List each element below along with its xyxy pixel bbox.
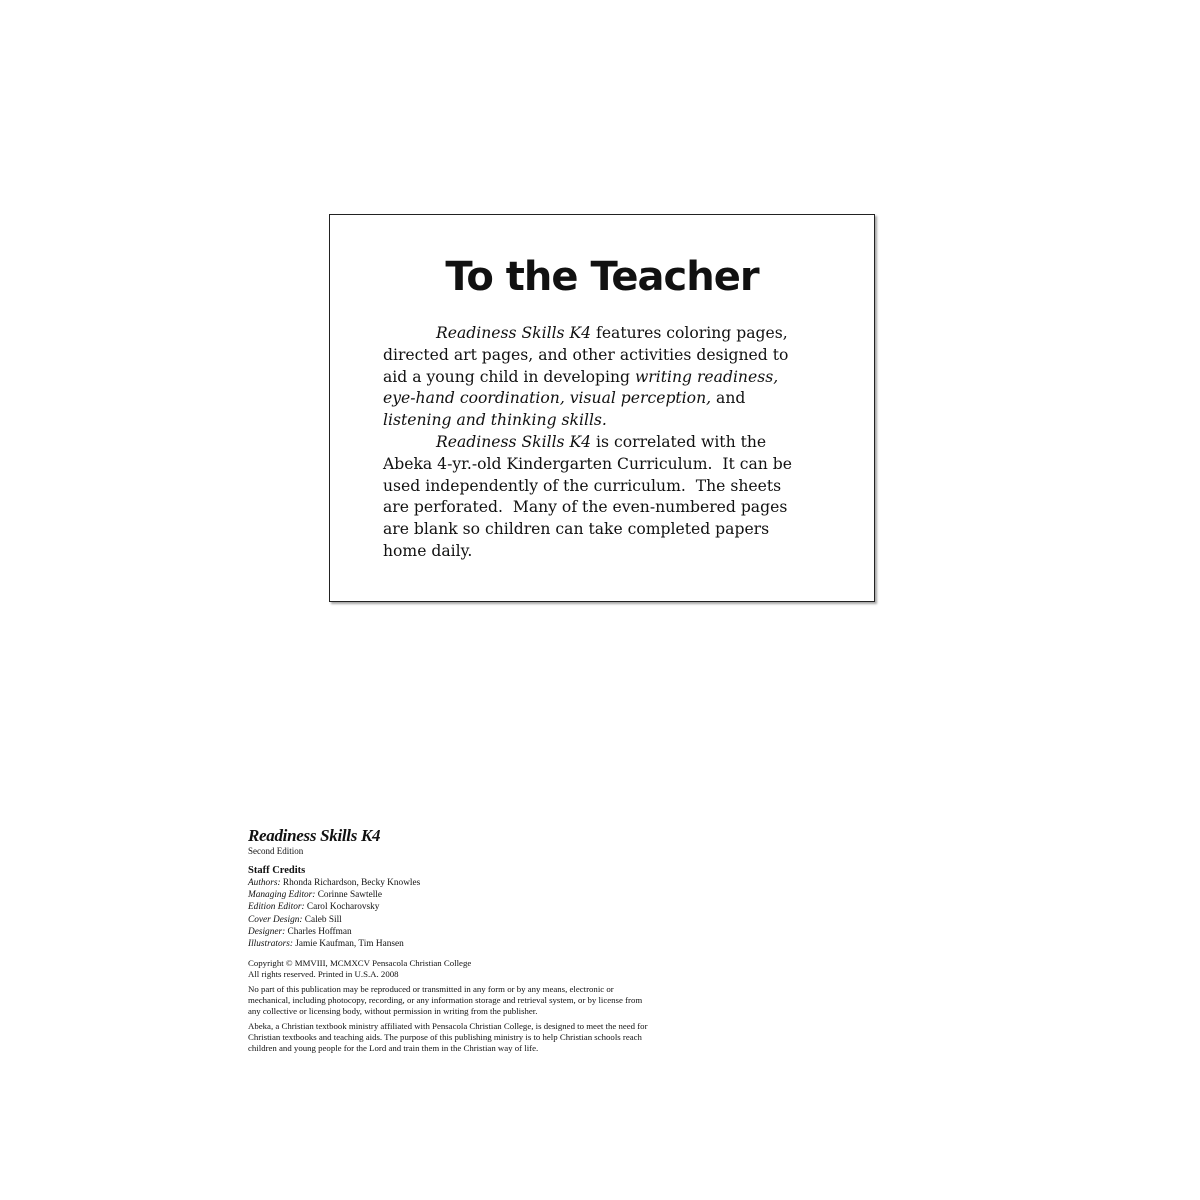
- text-line: [383, 476, 792, 498]
- credit-names: Caleb Sill: [302, 914, 342, 925]
- text-segment: used independently of the curriculum. The sheets: [383, 476, 782, 495]
- text-segment: is correlated with the: [591, 432, 767, 451]
- text-line: [383, 388, 792, 410]
- credit-line: [248, 926, 648, 938]
- credit-line: [248, 889, 648, 901]
- copyright-block: [248, 958, 648, 980]
- text-line: [383, 454, 792, 476]
- text-line: [383, 519, 792, 541]
- box-title: To the Teacher: [445, 254, 759, 300]
- credits-heading: Staff Credits: [248, 865, 306, 876]
- credit-names: Carol Kocharovsky: [304, 902, 380, 913]
- credit-role: Cover Design:: [248, 914, 303, 925]
- credit-line: [248, 877, 648, 889]
- text-segment: aid a young child in developing: [383, 367, 635, 386]
- italic-segment: eye-hand coordination, visual perception,: [383, 389, 712, 408]
- text-line: [383, 541, 792, 563]
- reproduction-notice: No part of this publication may be reproduced or transmitted in any form or by any means, electronic or mechanical, including photocopy, recording, or any information storage and retrieval system, or by license from any collective or licensing body, without permission in writing from the publisher.: [248, 984, 643, 1017]
- credit-role: Edition Editor:: [248, 902, 305, 913]
- book-title-italic: Readiness Skills K4: [436, 432, 592, 451]
- credit-line: [248, 914, 648, 926]
- text-segment: are perforated. Many of the even-numbered pages: [383, 498, 788, 517]
- credit-role: Managing Editor:: [248, 890, 316, 901]
- copyright-line: Copyright © MMVIII, MCMXCV Pensacola Christian College: [248, 958, 472, 969]
- credit-names: Jamie Kaufman, Tim Hansen: [292, 939, 404, 950]
- text-line: [383, 432, 792, 454]
- text-segment: home daily.: [383, 541, 473, 560]
- staff-credits: [248, 826, 648, 950]
- text-line: [383, 323, 792, 345]
- italic-segment: writing readiness,: [634, 367, 779, 386]
- intro-text: [383, 323, 792, 563]
- edition: Second Edition: [248, 846, 304, 856]
- text-line: [383, 497, 792, 519]
- credit-line: [248, 938, 648, 950]
- text-line: [383, 410, 792, 432]
- credit-role: Designer:: [248, 926, 286, 937]
- credit-line: [248, 901, 648, 913]
- text-segment: directed art pages, and other activities designed to: [383, 345, 789, 364]
- book-title: Readiness Skills K4: [248, 826, 381, 845]
- credit-role: Authors:: [248, 878, 281, 888]
- colophon: [248, 826, 648, 1058]
- italic-segment: listening and thinking skills.: [383, 411, 607, 430]
- credit-role: Illustrators:: [248, 939, 293, 950]
- legal-notice: [248, 958, 648, 1054]
- credit-names: Charles Hoffman: [285, 926, 352, 937]
- to-the-teacher-box: [329, 214, 875, 602]
- text-segment: are blank so children can take completed papers: [383, 520, 770, 539]
- text-segment: features coloring pages,: [591, 324, 788, 342]
- text-segment: Abeka 4-yr.-old Kindergarten Curriculum. It can be: [383, 454, 792, 473]
- text-line: [383, 345, 792, 367]
- rights-line: All rights reserved. Printed in U.S.A. 2008: [248, 969, 399, 980]
- credit-names: Corinne Sawtelle: [315, 890, 383, 901]
- text-segment: and: [711, 389, 746, 408]
- book-title-italic: Readiness Skills K4: [436, 324, 592, 342]
- publisher-about: Abeka, a Christian textbook ministry affiliated with Pensacola Christian College, is designed to meet the need for Christian textbooks and teaching aids. The purpose of this publishing ministry is to help Christian schools reach children and young people for the Lord and train them in the Christian way of life.: [248, 1021, 648, 1054]
- text-line: [383, 367, 792, 389]
- credit-names: Rhonda Richardson, Becky Knowles: [280, 878, 421, 888]
